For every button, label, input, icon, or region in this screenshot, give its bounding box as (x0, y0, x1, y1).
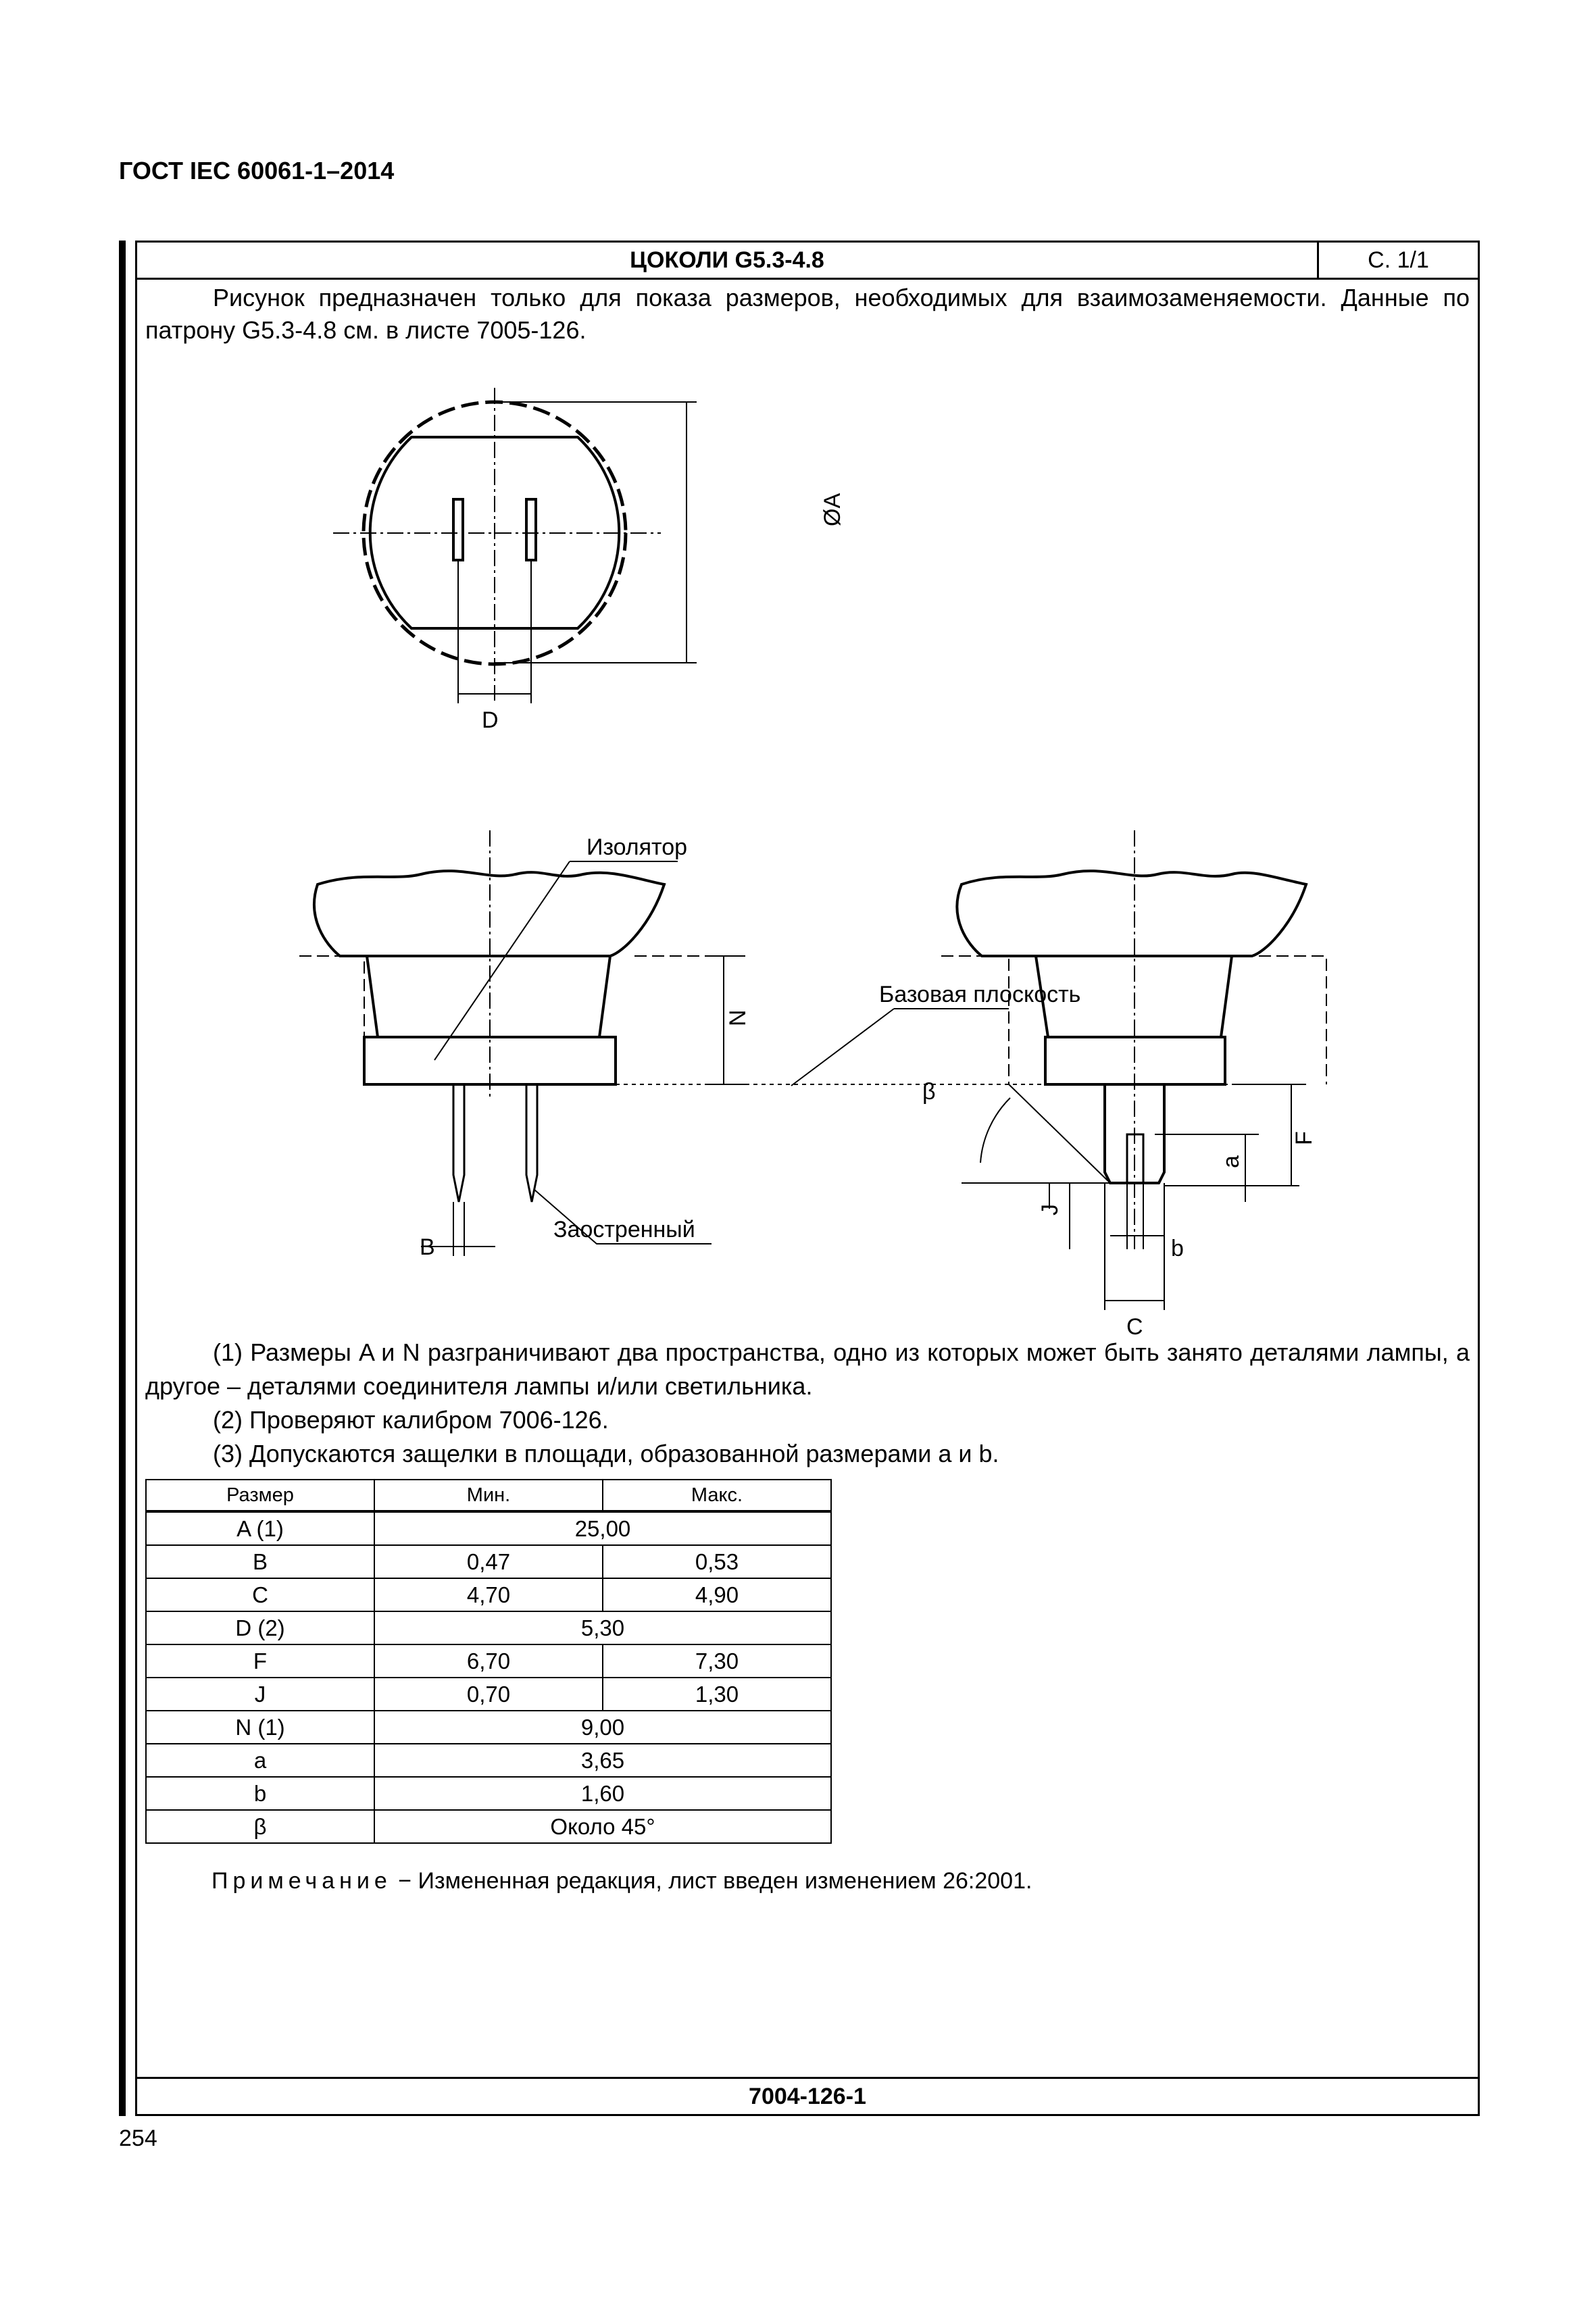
dimensions-table (145, 1479, 832, 1844)
cell-dim: C (146, 1578, 374, 1611)
label-b: b (1171, 1236, 1184, 1261)
table-header-row (146, 1480, 831, 1511)
top-pin-left (453, 499, 463, 560)
final-note-prefix: Примечание (211, 1868, 392, 1894)
data-sheet (135, 241, 1480, 2116)
label-beta: β (922, 1079, 936, 1105)
cell-dim: N (1) (146, 1711, 374, 1744)
standard-header: ГОСТ IEC 60061-1–2014 (119, 157, 395, 184)
label-B: B (420, 1234, 435, 1260)
left-pin-1 (453, 1084, 464, 1202)
cell-dim: B (146, 1545, 374, 1578)
cell-value: Около 45° (374, 1810, 831, 1843)
cell-dim: D (2) (146, 1611, 374, 1644)
cell-dim: β (146, 1810, 374, 1843)
title-row (137, 243, 1478, 280)
table-row (146, 1578, 831, 1611)
final-note-text: − Измененная редакция, лист введен изменением 26:2001. (391, 1868, 1032, 1894)
intro-text: Рисунок предназначен только для показа размеров, необходимых для взаимозаменяемости. Данные по патрону G5.3-4.8 см. в листе 7005-126. (145, 284, 1470, 344)
page-number: 254 (119, 2126, 157, 2151)
note-2: (2) Проверяют калибром 7006-126. (213, 1406, 609, 1434)
cell-value: 9,00 (374, 1711, 831, 1744)
note-1: (1) Размеры A и N разграничивают два пространства, одно из которых может быть занято деталями лампы, а другое – деталями соединителя лампы и/или светильника. (145, 1338, 1470, 1400)
cell-value: 3,65 (374, 1744, 831, 1777)
table-row (146, 1545, 831, 1578)
cell-min: 4,70 (374, 1578, 603, 1611)
cell-dim: A (1) (146, 1511, 374, 1545)
cell-value: 25,00 (374, 1511, 831, 1545)
cell-min: 0,47 (374, 1545, 603, 1578)
table-row (146, 1644, 831, 1678)
label-D: D (482, 707, 499, 733)
final-note (211, 1868, 1032, 1894)
label-reference-plane: Базовая плоскость (879, 982, 1081, 1007)
cell-max: 7,30 (603, 1644, 831, 1678)
cell-max: 1,30 (603, 1678, 831, 1711)
right-bulb (957, 871, 1306, 956)
sidebar-bar (119, 241, 126, 2116)
table-row (146, 1744, 831, 1777)
cell-min: 6,70 (374, 1644, 603, 1678)
cell-value: 5,30 (374, 1611, 831, 1644)
label-J: J (1037, 1204, 1063, 1215)
cell-dim: b (146, 1777, 374, 1810)
cell-max: 0,53 (603, 1545, 831, 1578)
cell-min: 0,70 (374, 1678, 603, 1711)
header-min: Мин. (374, 1480, 603, 1511)
top-pin-right (526, 499, 536, 560)
table-row (146, 1711, 831, 1744)
label-a: a (1218, 1155, 1244, 1168)
cell-dim: a (146, 1744, 374, 1777)
table-row (146, 1611, 831, 1644)
left-bulb (314, 871, 664, 956)
label-C: C (1126, 1314, 1143, 1340)
note-3: (3) Допускаются защелки в площади, образованной размерами a и b. (213, 1440, 999, 1467)
sheet-code: 7004-126-1 (137, 2077, 1478, 2114)
table-row (146, 1511, 831, 1545)
cell-dim: J (146, 1678, 374, 1711)
sheet-title: ЦОКОЛИ G5.3-4.8 (137, 243, 1319, 278)
left-pin-2 (526, 1084, 537, 1202)
label-insulator: Изолятор (587, 834, 688, 860)
label-N: N (725, 1009, 751, 1026)
table-row (146, 1810, 831, 1843)
page-reference: С. 1/1 (1368, 247, 1429, 273)
table-row (146, 1777, 831, 1810)
label-pointed: Заостренный (553, 1217, 695, 1242)
cell-max: 4,90 (603, 1578, 831, 1611)
table-row (146, 1678, 831, 1711)
notes-block (145, 1336, 1470, 1471)
label-dia-A: ØA (820, 493, 845, 526)
header-dimension: Размер (146, 1480, 374, 1511)
header-max: Макс. (603, 1480, 831, 1511)
label-F: F (1291, 1131, 1317, 1145)
cell-value: 1,60 (374, 1777, 831, 1810)
cell-dim: F (146, 1644, 374, 1678)
